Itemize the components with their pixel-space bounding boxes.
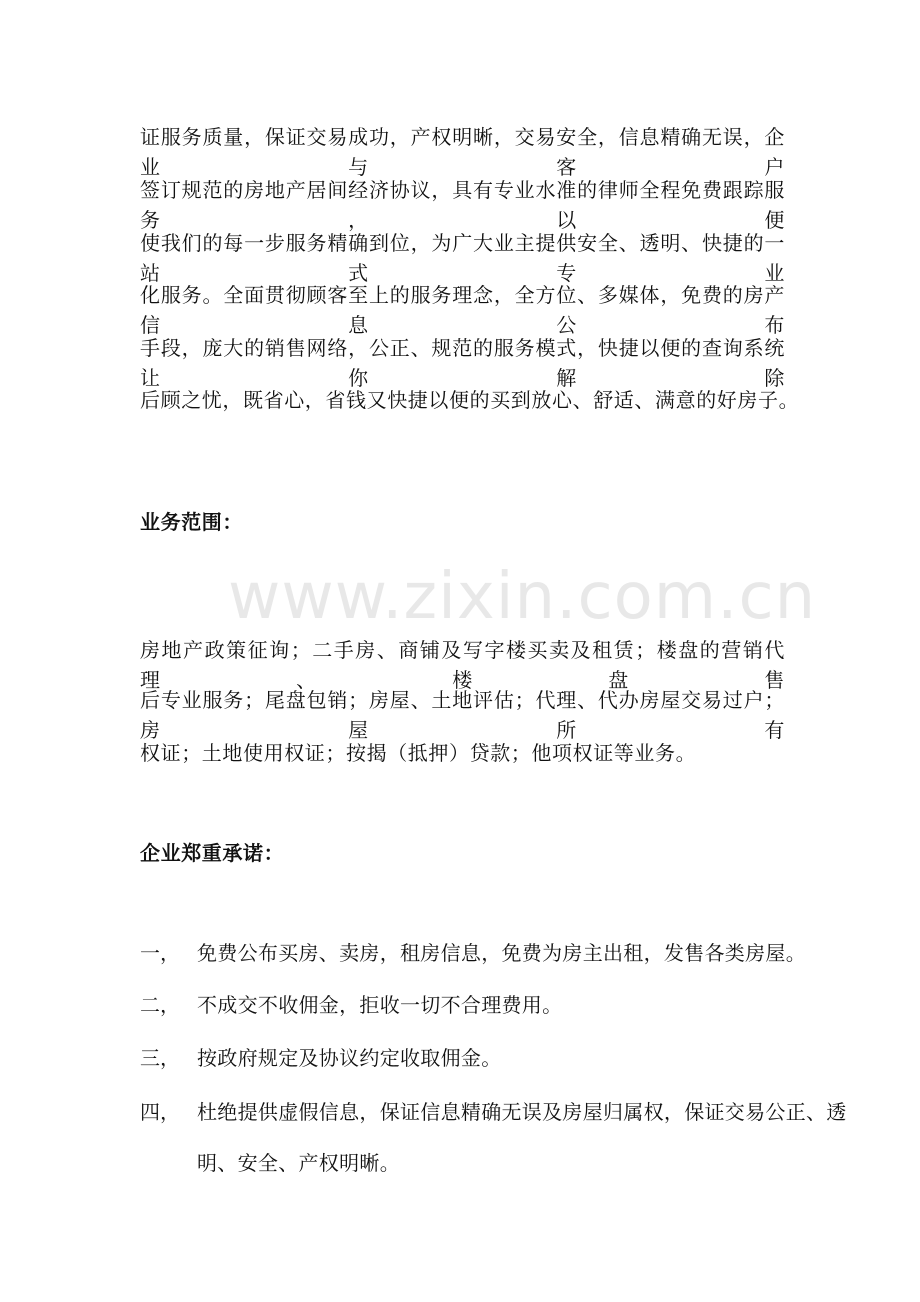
scope-line: 权证；土地使用权证；按揭（抵押）贷款；他项权证等业务。 (140, 741, 697, 765)
commitment-text: 免费公布买房、卖房，租房信息，免费为房主出租，发售各类房屋。 (197, 941, 806, 965)
commitment-number: 一， (140, 941, 180, 965)
scope-line: 房地产政策征询；二手房、商铺及写字楼买卖及租赁；楼盘的营销代理、楼盘售 (140, 638, 785, 692)
intro-line: 证服务质量，保证交易成功，产权明晰，交易安全，信息精确无误，企业与客户 (140, 125, 785, 179)
commitment-text: 按政府规定及协议约定收取佣金。 (197, 1046, 502, 1070)
commitment-number: 三， (140, 1046, 180, 1070)
commitment-number: 四， (140, 1100, 180, 1124)
commitment-text: 不成交不收佣金，拒收一切不合理费用。 (197, 993, 563, 1017)
intro-line: 化服务。全面贯彻顾客至上的服务理念，全方位、多媒体，免费的房产信息公布 (140, 283, 785, 337)
commitment-text: 杜绝提供虚假信息，保证信息精确无误及房屋归属权，保证交易公正、透 (197, 1100, 847, 1124)
watermark: www.zixin.com.cn (228, 560, 817, 634)
commitment-text-continued: 明、安全、产权明晰。 (197, 1151, 400, 1175)
intro-line: 手段，庞大的销售网络，公正、规范的服务模式，快捷以便的查询系统让你解除 (140, 336, 785, 390)
scope-line: 后专业服务；尾盘包销；房屋、土地评估；代理、代办房屋交易过户；房屋所有 (140, 688, 785, 742)
intro-line: 后顾之忧，既省心，省钱又快捷以便的买到放心、舒适、满意的好房子。 (140, 388, 800, 412)
intro-line: 使我们的每一步服务精确到位，为广大业主提供安全、透明、快捷的一站式专业 (140, 231, 785, 285)
scope-heading: 业务范围： (140, 510, 243, 534)
commitments-heading: 企业郑重承诺： (140, 841, 285, 865)
intro-line: 签订规范的房地产居间经济协议，具有专业水准的律师全程免费跟踪服务，以便 (140, 178, 785, 232)
commitment-number: 二， (140, 993, 180, 1017)
